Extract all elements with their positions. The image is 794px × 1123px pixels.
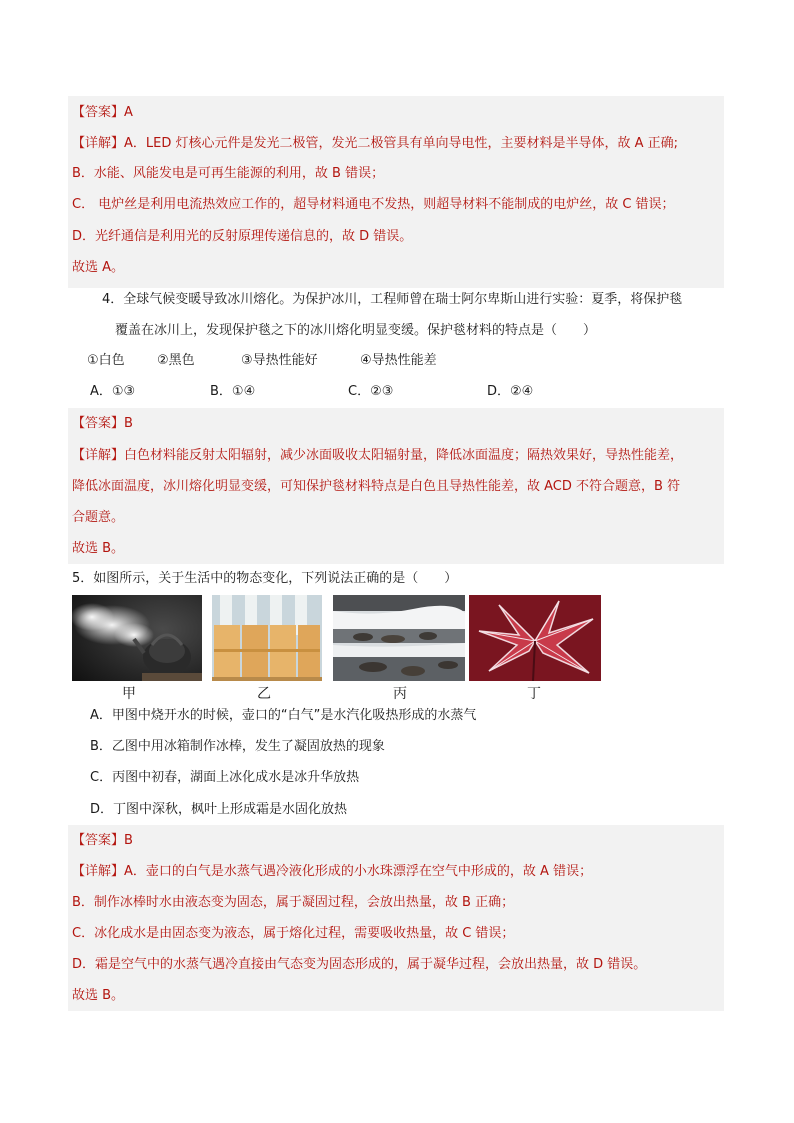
detail-text: A．LED 灯核心元件是发光二极管，发光二极管具有单向导电性，主要材料是半导体，故 A 正确; — [124, 136, 679, 151]
answer-line-1 — [72, 103, 133, 123]
feature-option: ①白色 — [87, 353, 125, 368]
detail-text: 故选 B。 — [72, 988, 125, 1003]
detail-tag: 【详解】 — [72, 864, 125, 879]
detail-text: D．光纤通信是利用光的反射原理传递信息的，故 D 错误。 — [72, 229, 413, 244]
detail-text: 故选 B。 — [72, 541, 125, 556]
image-caption: 乙 — [257, 686, 271, 702]
choice-option: D．丁图中深秋，枫叶上形成霜是水固化放热 — [90, 802, 348, 817]
detail-text: 降低冰面温度，冰川熔化明显变缓，可知保护毯材料特点是白色且导热性能差，故 ACD 不符合题意，B 符 — [72, 479, 681, 494]
choice-option: A．①③ — [90, 384, 136, 399]
feature-option: ②黑色 — [157, 353, 195, 368]
choice-option: C．②③ — [348, 384, 394, 399]
answer-tag: 【答案】 — [72, 105, 125, 120]
answer-line-2 — [72, 414, 133, 434]
kettle-steam-image — [72, 595, 202, 681]
choice-option: C．丙图中初春，湖面上冰化成水是冰升华放热 — [90, 770, 360, 785]
choice-option: B．①④ — [210, 384, 256, 399]
question-4-stem: 覆盖在冰川上，发现保护毯之下的冰川熔化明显变缓。保护毯材料的特点是（ ） — [115, 323, 597, 338]
choice-option: B．乙图中用冰箱制作冰棒，发生了凝固放热的现象 — [90, 739, 385, 754]
choice-option: A．甲图中烧开水的时候，壶口的“白气”是水汽化吸热形成的水蒸气 — [90, 708, 477, 723]
detail-line — [72, 134, 678, 154]
answer-value: A — [124, 105, 133, 120]
answer-tag: 【答案】 — [72, 416, 125, 431]
feature-option: ③导热性能好 — [241, 353, 318, 368]
detail-text: 白色材料能反射太阳辐射，减少冰面吸收太阳辐射量，降低冰面温度；隔热效果好，导热性能差， — [124, 448, 684, 463]
frosted-leaf-image — [469, 595, 601, 681]
answer-value: B — [124, 833, 133, 848]
detail-text: 故选 A。 — [72, 260, 125, 275]
detail-text: A．壶口的白气是水蒸气遇冷液化形成的小水珠漂浮在空气中形成的，故 A 错误； — [124, 864, 593, 879]
detail-text: C． 电炉丝是利用电流热效应工作的，超导材料通电不发热，则超导材料不能制成的电炉丝，故 C 错误； — [72, 197, 675, 212]
detail-tag: 【详解】 — [72, 136, 125, 151]
answer-block-3 — [68, 825, 724, 1011]
detail-text: B．制作冰棒时水由液态变为固态，属于凝固过程，会放出热量，故 B 正确； — [72, 895, 515, 910]
answer-tag: 【答案】 — [72, 833, 125, 848]
thawing-lake-image — [333, 595, 465, 681]
detail-text: B．水能、风能发电是可再生能源的利用，故 B 错误； — [72, 166, 385, 181]
detail-text: D．霜是空气中的水蒸气遇冷直接由气态变为固态形成的，属于凝华过程，会放出热量，故 D 错误。 — [72, 957, 647, 972]
popsicle-image — [212, 595, 322, 681]
detail-text: C．冰化成水是由固态变为液态，属于熔化过程，需要吸收热量，故 C 错误； — [72, 926, 515, 941]
detail-line — [72, 862, 592, 882]
feature-option: ④导热性能差 — [360, 353, 437, 368]
answer-line-3 — [72, 831, 133, 851]
image-caption: 甲 — [122, 686, 136, 702]
detail-text: 合题意。 — [72, 510, 125, 525]
answer-block-1 — [68, 96, 724, 288]
image-caption: 丁 — [527, 686, 541, 702]
answer-value: B — [124, 416, 133, 431]
question-4-stem: 4．全球气候变暖导致冰川熔化。为保护冰川，工程师曾在瑞士阿尔卑斯山进行实验：夏季，将保护毯 — [102, 292, 683, 307]
choice-option: D．②④ — [487, 384, 534, 399]
question-5-stem: 5．如图所示，关于生活中的物态变化，下列说法正确的是（ ） — [72, 571, 458, 586]
detail-tag: 【详解】 — [72, 448, 125, 463]
image-caption: 丙 — [393, 686, 407, 702]
detail-line — [72, 446, 683, 466]
